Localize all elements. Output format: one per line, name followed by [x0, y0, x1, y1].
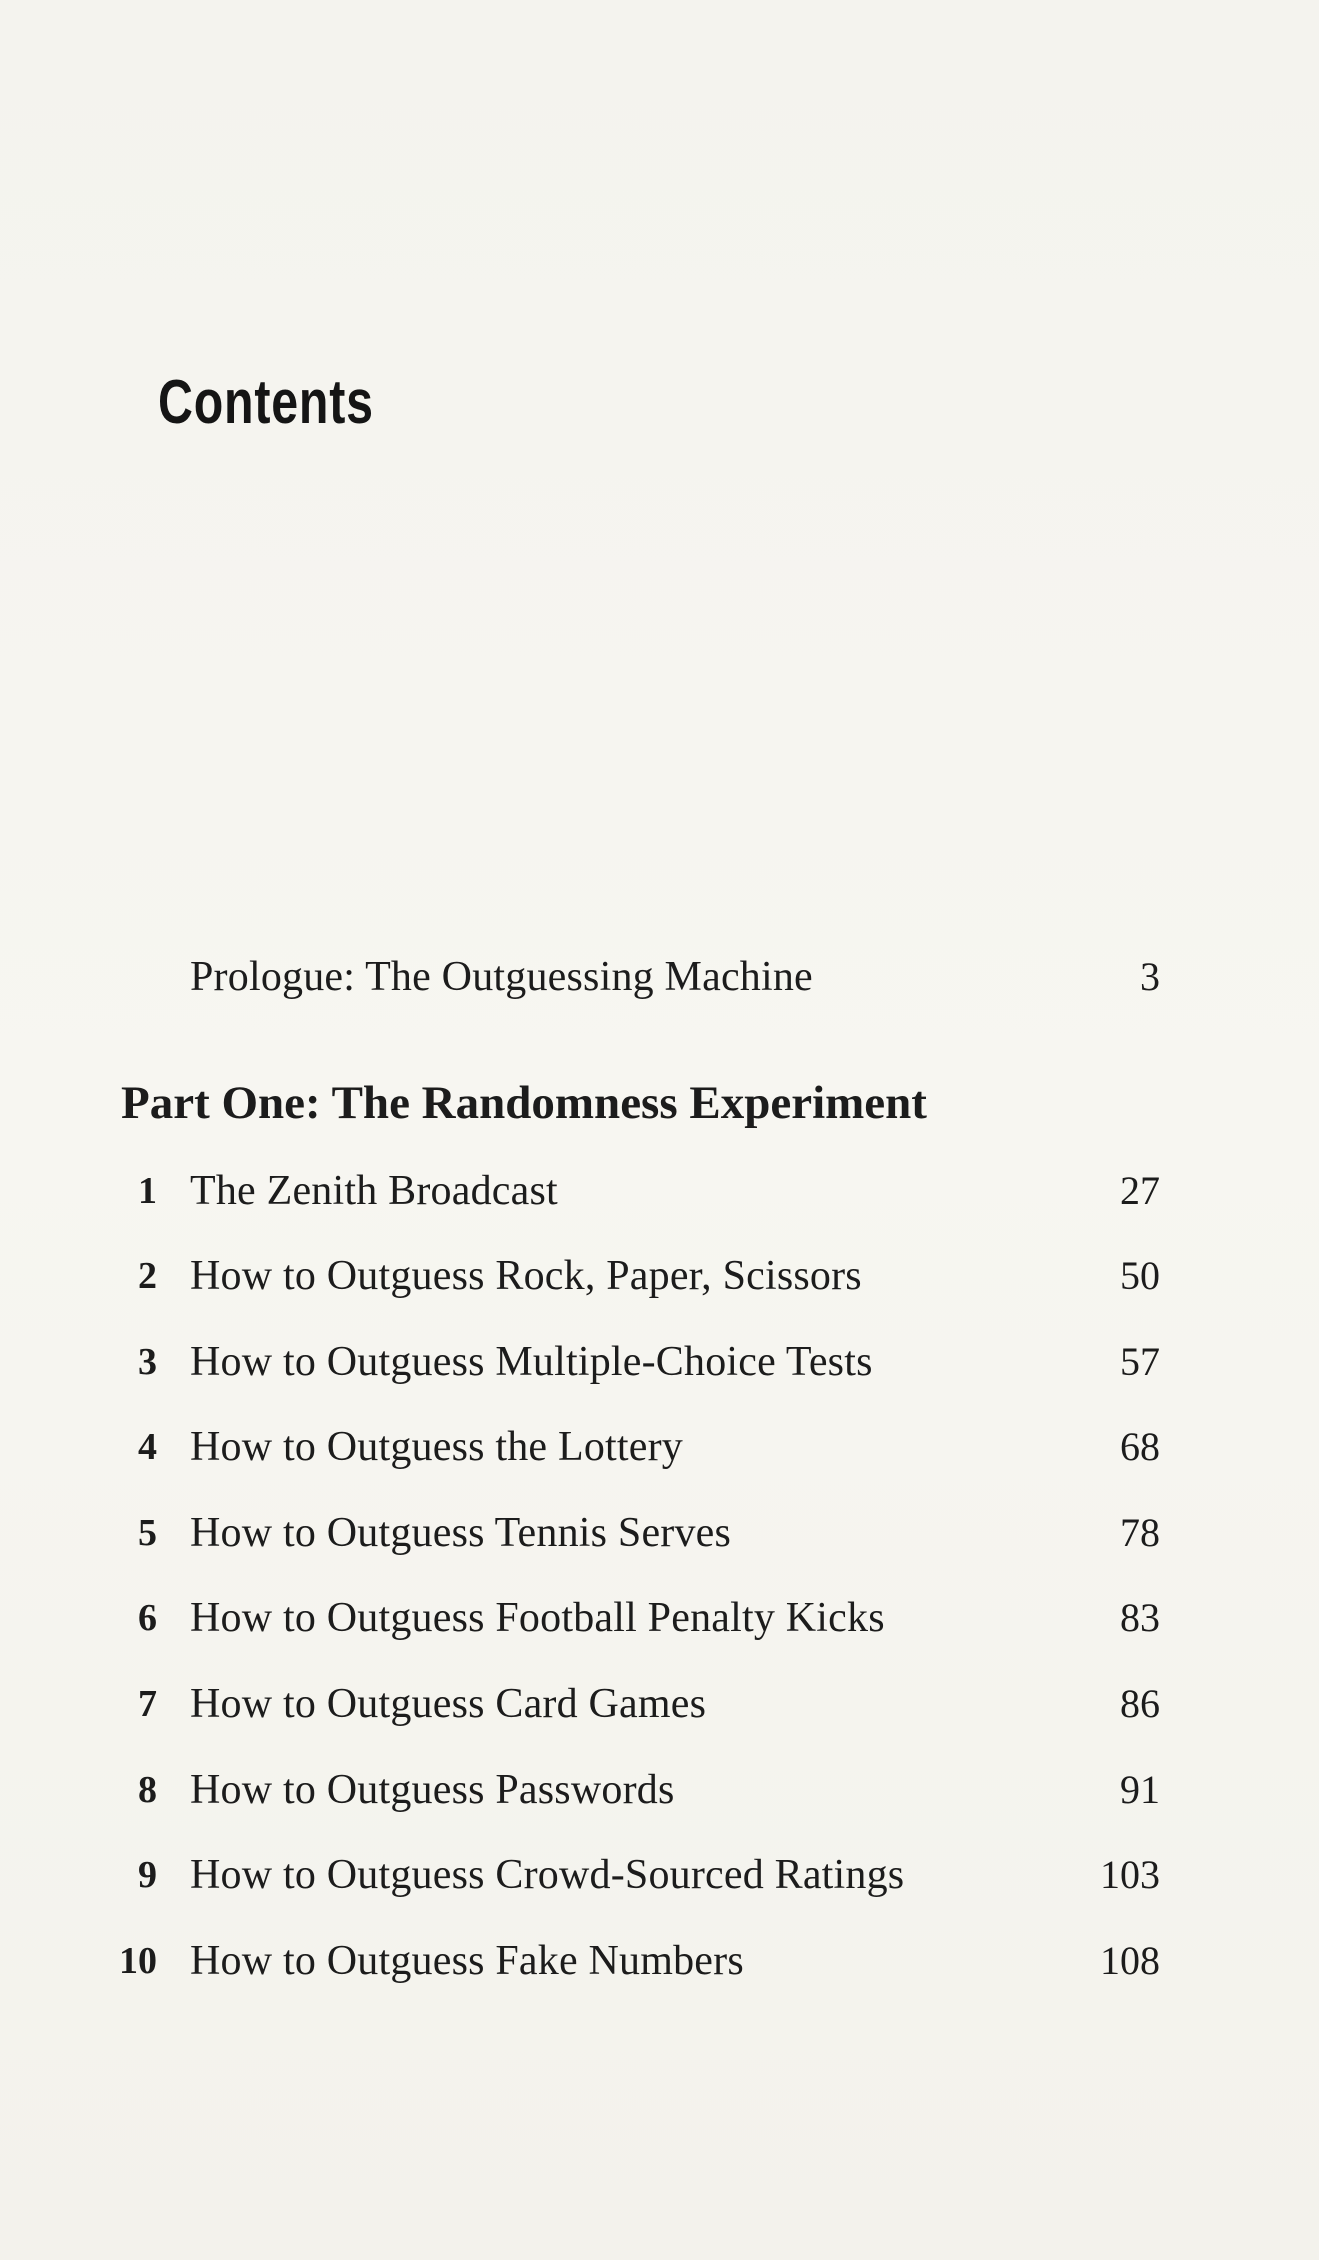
- chapter-title: How to Outguess Tennis Serves: [190, 1510, 732, 1556]
- chapter-title: How to Outguess Passwords: [190, 1767, 675, 1813]
- chapter-title: The Zenith Broadcast: [190, 1168, 558, 1214]
- chapter-title: How to Outguess Fake Numbers: [190, 1938, 744, 1984]
- toc-entry: [0, 1760, 1319, 1820]
- toc-entry: [0, 1417, 1319, 1477]
- chapter-page-number: 27: [1120, 1168, 1160, 1213]
- toc-entry: [0, 1161, 1319, 1221]
- chapter-title: How to Outguess Rock, Paper, Scissors: [190, 1253, 862, 1299]
- toc-entry: [0, 1332, 1319, 1392]
- toc-entry: [0, 1503, 1319, 1563]
- chapter-page-number: 103: [1100, 1852, 1160, 1897]
- chapter-title: How to Outguess Multiple-Choice Tests: [190, 1339, 873, 1385]
- chapter-page-number: 86: [1120, 1681, 1160, 1726]
- part-one-heading: Part One: The Randomness Experiment: [121, 1077, 927, 1129]
- toc-entry: [0, 1845, 1319, 1905]
- chapter-page-number: 57: [1120, 1339, 1160, 1384]
- chapter-number: 7: [138, 1683, 157, 1725]
- prologue-page-number: 3: [1140, 954, 1160, 999]
- chapter-page-number: 68: [1120, 1424, 1160, 1469]
- toc-entry: [0, 1588, 1319, 1648]
- chapter-number: 9: [138, 1854, 157, 1896]
- chapter-title: How to Outguess Football Penalty Kicks: [190, 1595, 885, 1641]
- prologue-title: Prologue: The Outguessing Machine: [190, 954, 813, 1000]
- chapter-number: 5: [138, 1512, 157, 1554]
- toc-entry-prologue: [0, 947, 1319, 1007]
- toc-entry: [0, 1931, 1319, 1991]
- contents-heading: Contents: [158, 368, 374, 437]
- chapter-page-number: 83: [1120, 1595, 1160, 1640]
- chapter-number: 6: [138, 1597, 157, 1639]
- chapter-number: 2: [138, 1255, 157, 1297]
- chapter-title: How to Outguess the Lottery: [190, 1424, 683, 1470]
- chapter-number: 4: [138, 1426, 157, 1468]
- chapter-page-number: 50: [1120, 1253, 1160, 1298]
- chapter-page-number: 91: [1120, 1767, 1160, 1812]
- toc-entry: [0, 1674, 1319, 1734]
- chapter-number: 3: [138, 1341, 157, 1383]
- chapter-number: 10: [119, 1940, 157, 1982]
- chapter-title: How to Outguess Crowd-Sourced Ratings: [190, 1852, 905, 1898]
- toc-entry: [0, 1246, 1319, 1306]
- chapter-number: 8: [138, 1769, 157, 1811]
- chapter-title: How to Outguess Card Games: [190, 1681, 707, 1727]
- chapter-page-number: 78: [1120, 1510, 1160, 1555]
- chapter-page-number: 108: [1100, 1938, 1160, 1983]
- chapter-number: 1: [138, 1170, 157, 1212]
